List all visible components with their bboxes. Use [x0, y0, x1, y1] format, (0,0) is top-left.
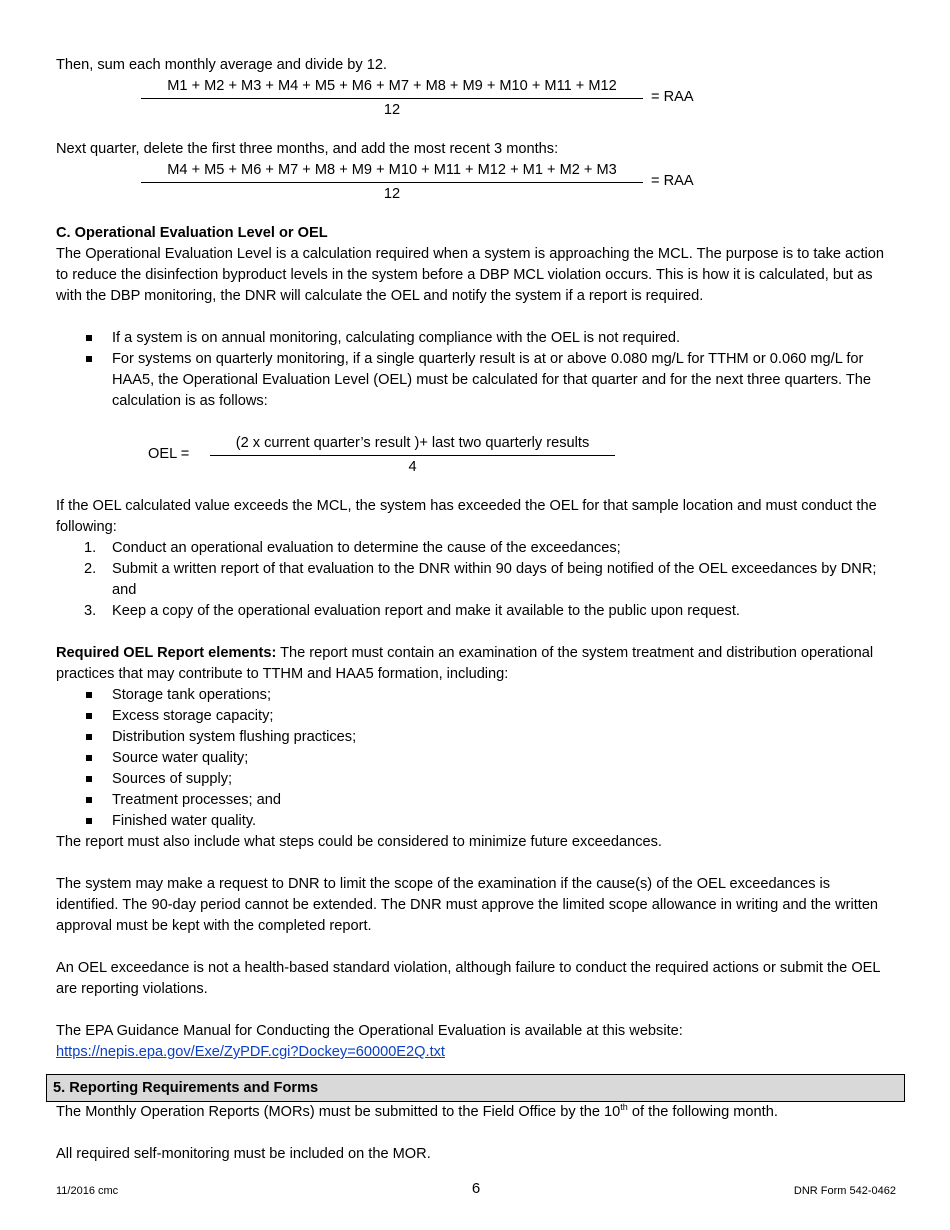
list-item: Storage tank operations;	[56, 685, 896, 706]
raa-numerator-1: M1 + M2 + M3 + M4 + M5 + M6 + M7 + M8 + M9 + M10 + M11 + M12	[141, 76, 643, 99]
document-page	[53, 55, 896, 1165]
oel-bullet-list	[56, 328, 896, 412]
list-item: Excess storage capacity;	[56, 706, 896, 727]
mor-paragraph: The Monthly Operation Reports (MORs) must be submitted to the Field Office by the 10th of the following month.	[56, 1102, 778, 1120]
exceed-intro: If the OEL calculated value exceeds the MCL, the system has exceeded the OEL for that sample location and must conduct the following:	[56, 498, 877, 535]
oel-denominator: 4	[408, 459, 417, 475]
form-number: DNR Form 542-0462	[793, 1185, 896, 1197]
report-also: The report must also include what steps could be considered to minimize future exceedances.	[56, 834, 662, 850]
guidance-text: The EPA Guidance Manual for Conducting the Operational Evaluation is available at this website:	[56, 1023, 683, 1039]
raa-denominator-1: 12	[383, 102, 401, 118]
self-monitoring-paragraph: All required self-monitoring must be included on the MOR.	[56, 1146, 431, 1162]
exceed-steps-list	[56, 538, 896, 622]
raa-formula-1	[56, 76, 896, 118]
raa-denominator-2: 12	[383, 186, 401, 202]
list-item: Sources of supply;	[56, 769, 896, 790]
list-item: 1. Conduct an operational evaluation to determine the cause of the exceedances;	[84, 540, 621, 556]
report-elements-paragraph: Required OEL Report elements: The report must contain an examination of the system treatment and distribution operational practices that may contribute to TTHM and HAA5 formation, including:	[56, 645, 874, 682]
oel-formula	[56, 433, 896, 475]
raa-intro: Then, sum each monthly average and divide by 12.	[56, 57, 387, 73]
report-bullet-list	[56, 685, 896, 832]
list-item: 3. Keep a copy of the operational evaluation report and make it available to the public upon request.	[84, 603, 740, 619]
raa-result-1: = RAA	[651, 89, 694, 105]
report-elements-label: Required OEL Report elements:	[56, 645, 277, 661]
raa-numerator-2: M4 + M5 + M6 + M7 + M8 + M9 + M10 + M11 + M12 + M1 + M2 + M3	[141, 160, 643, 183]
oel-paragraph: The Operational Evaluation Level is a calculation required when a system is approaching the MCL. The purpose is to take action to reduce the disinfection byproduct levels in the system before a DBP MCL violation occurs. This is how it is calculated, but as with the DBP monitoring, the DNR will calculate the OEL and notify the system if a report is required.	[56, 246, 884, 304]
list-item: Finished water quality.	[56, 811, 896, 832]
list-item: If a system is on annual monitoring, calculating compliance with the OEL is not required.	[56, 328, 896, 349]
violation-paragraph: An OEL exceedance is not a health-based standard violation, although failure to conduct the required actions or submit the OEL are reporting violations.	[56, 960, 880, 997]
oel-heading: C. Operational Evaluation Level or OEL	[56, 225, 328, 241]
footer-date: 11/2016 cmc	[56, 1185, 119, 1197]
next-quarter-intro: Next quarter, delete the first three months, and add the most recent 3 months:	[56, 141, 559, 157]
oel-formula-label: OEL =	[148, 446, 190, 462]
oel-fraction	[210, 433, 615, 478]
list-item: Treatment processes; and	[56, 790, 896, 811]
page-number: 6	[471, 1180, 481, 1197]
scope-paragraph: The system may make a request to DNR to limit the scope of the examination if the cause(s) of the OEL exceedances is identified. The 90-day period cannot be extended. The DNR must approve the limited scope allowance in writing and the written approval must be kept with the completed report.	[56, 876, 879, 934]
section-5-header: 5. Reporting Requirements and Forms	[46, 1074, 905, 1102]
list-item: 2. Submit a written report of that evaluation to the DNR within 90 days of being notified of the OEL exceedances by DNR; and	[84, 561, 877, 598]
list-item: Distribution system flushing practices;	[56, 727, 896, 748]
raa-fraction-1	[141, 76, 643, 121]
page-footer	[56, 1178, 896, 1198]
oel-numerator: (2 x current quarter’s result )+ last two quarterly results	[210, 433, 615, 456]
raa-result-2: = RAA	[651, 173, 694, 189]
list-item: Source water quality;	[56, 748, 896, 769]
raa-formula-2	[56, 160, 896, 202]
list-item: For systems on quarterly monitoring, if a single quarterly result is at or above 0.080 mg/L for TTHM or 0.060 mg/L for HAA5, the Operational Evaluation Level (OEL) must be calculated for that quarter and for the next three quarters. The calculation is as follows:	[56, 349, 896, 412]
guidance-link[interactable]: https://nepis.epa.gov/Exe/ZyPDF.cgi?Dockey=60000E2Q.txt	[56, 1044, 445, 1060]
raa-fraction-2	[141, 160, 643, 205]
